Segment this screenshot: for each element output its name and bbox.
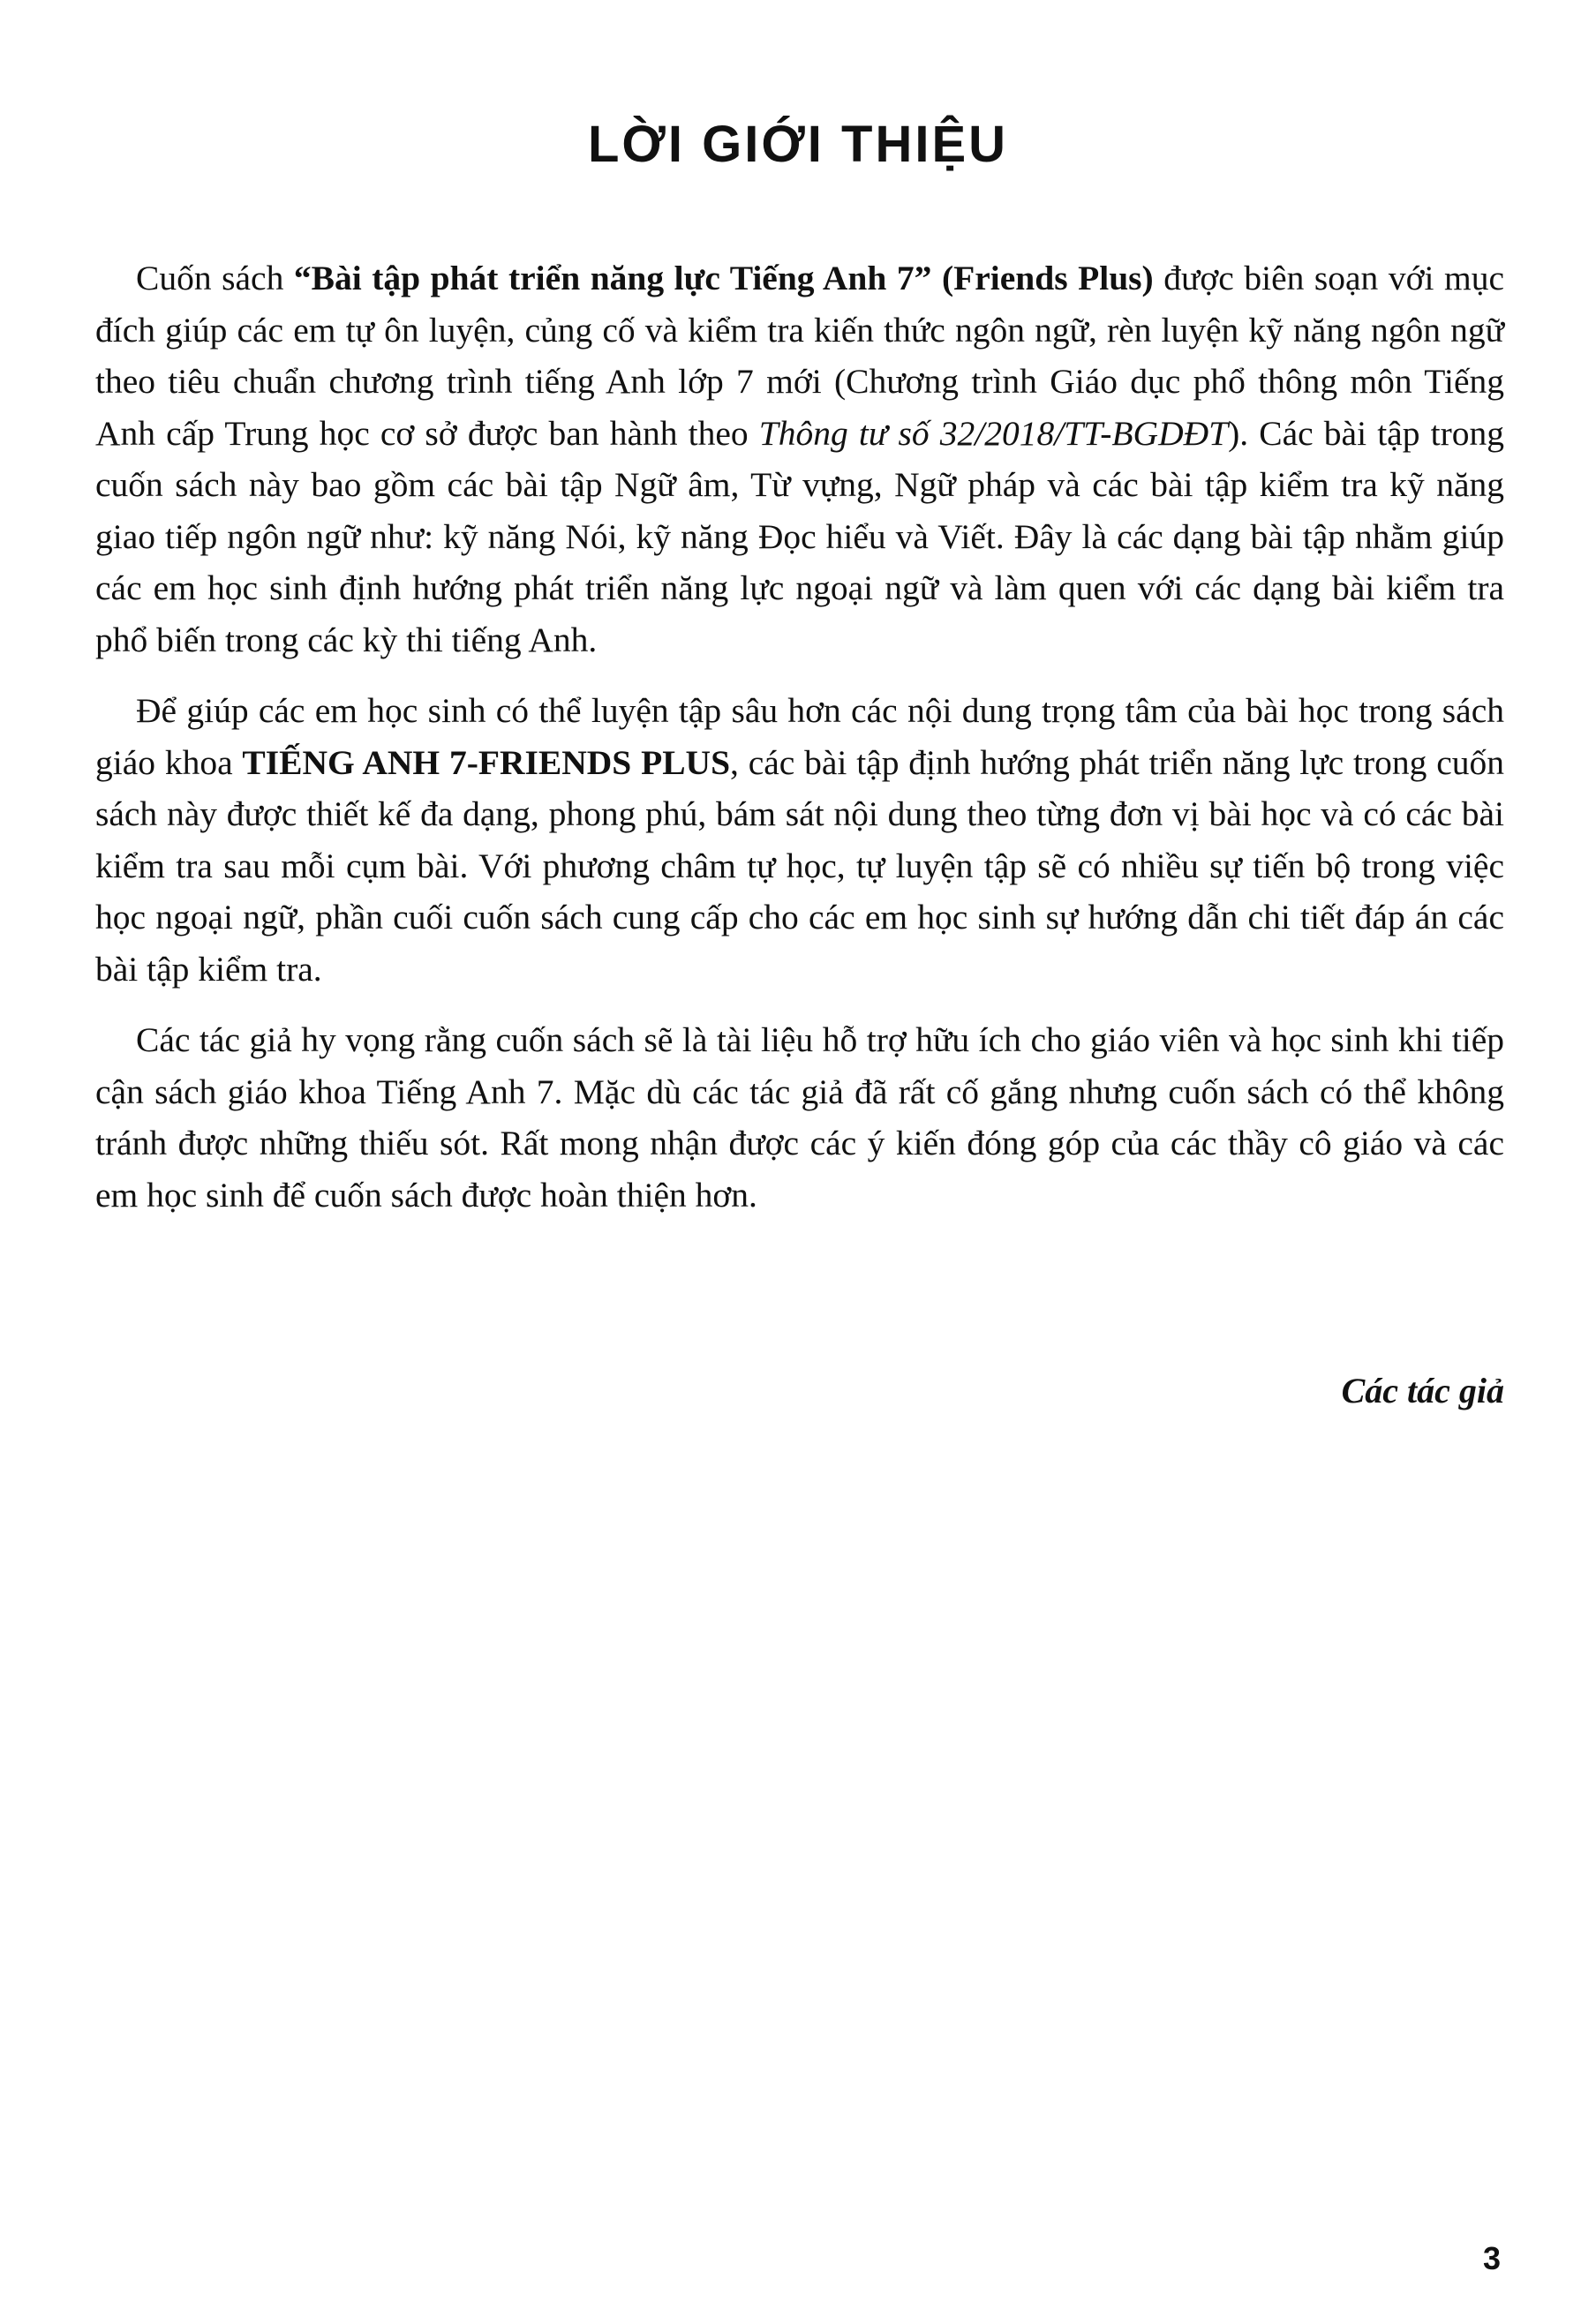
circular-reference: Thông tư số 32/2018/TT-BGDĐT (758, 413, 1229, 453)
page-number: 3 (1482, 2240, 1501, 2276)
purpose-text-2: , các bài tập định hướng phát triển năng lực trong cuốn sách này được thiết kế đa dạng, phong phú, bám sát nội dung theo từng đơn vị bài học và có các bài kiểm tra sau mỗi cụm bài. Với phương châm tự học, tự luyện tập sẽ có nhiều sự tiến bộ trong việc học ngoại ngữ, phần cuối cuốn sách cung cấp cho các em học sinh sự hướng dẫn chi tiết đáp án các bài tập kiểm tra. (95, 742, 1504, 989)
page-title: LỜI GIỚI THIỆU (587, 116, 1009, 173)
intro-text-3: được biên soạn với mục đích giúp các em tự ôn luyện, củng cố và kiểm tra kiến thức ngôn ngữ, rèn luyện kỹ năng ngôn ngữ theo tiêu chuẩn chương trình tiếng Anh lớp 7 mới (Chương trình Giáo dục phổ thông môn Tiếng Anh cấp Trung học cơ sở được ban hành theo (95, 259, 1505, 453)
preface-body (95, 252, 1504, 1240)
closing-text: Các tác giả hy vọng rằng cuốn sách sẽ là tài liệu hỗ trợ hữu ích cho giáo viên và học sinh khi tiếp cận sách giáo khoa Tiếng Anh 7. Mặc dù các tác giả đã rất cố gắng nhưng cuốn sách có thể không tránh được những thiếu sót. Rất mong nhận được các ý kiến đóng góp của các thầy cô giáo và các em học sinh để cuốn sách được hoàn thiện hơn. (95, 1020, 1504, 1215)
authors-signature: Các tác giả (1341, 1371, 1504, 1410)
intro-text-1: Cuốn sách (136, 259, 294, 297)
intro-text-2 (931, 259, 942, 297)
book-title: “Bài tập phát triển năng lực Tiếng Anh 7” (293, 259, 932, 297)
intro-text-4: ). Các bài tập trong cuốn sách này bao gồm các bài tập Ngữ âm, Từ vựng, Ngữ pháp và các bài tập kiểm tra kỹ năng giao tiếp ngôn ngữ như: kỹ năng Nói, kỹ năng Đọc hiểu và Viết. Đây là các dạng bài tập nhằm giúp các em học sinh định hướng phát triển năng lực ngoại ngữ và làm quen với các dạng bài kiểm tra phổ biến trong các kỳ thi tiếng Anh. (95, 413, 1504, 659)
purpose-text-1: Để giúp các em học sinh có thể luyện tập sâu hơn các nội dung trọng tâm của bài học trong sách giáo khoa (95, 691, 1504, 782)
paragraph-purpose (95, 685, 1504, 995)
textbook-name: TIẾNG ANH 7-FRIENDS PLUS (242, 742, 731, 782)
paragraph-intro (95, 252, 1504, 666)
edition-name: (Friends Plus) (941, 259, 1154, 297)
paragraph-closing (95, 1014, 1504, 1221)
